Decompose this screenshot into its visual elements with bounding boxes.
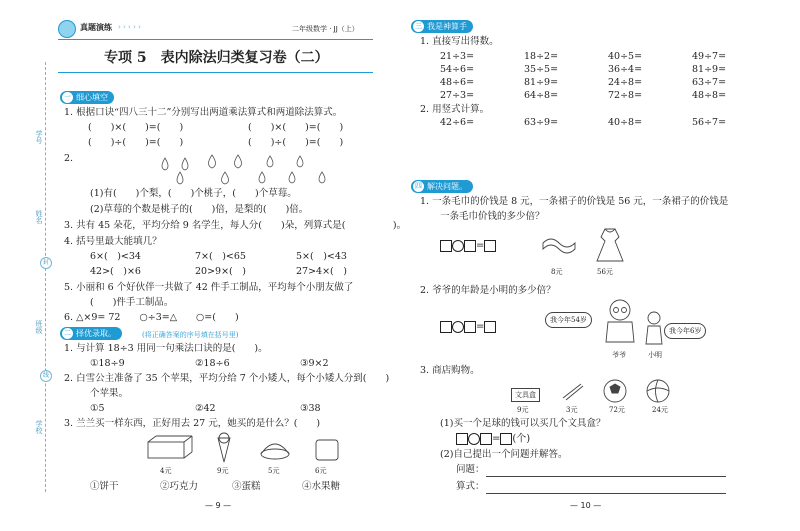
q1-mul-1: ( )×( )=( ) [88, 122, 184, 133]
grid-r1-c3: 40÷5= [608, 51, 643, 62]
p3-question-label: 问题： [456, 464, 485, 475]
seal-mark: 封 [40, 257, 52, 269]
grid-r2-c2: 35÷5= [524, 64, 559, 75]
grid-r3-c3: 24÷8= [608, 77, 643, 88]
d2-text: 2. 用竖式计算。 [420, 104, 490, 115]
q6-text: 6. △×9= 72 ○÷3=△ ○=( ) [64, 312, 239, 323]
vert-1: 42÷6= [440, 117, 475, 128]
q2-a: (1)有( )个梨，( )个桃子，( )个草莓。 [90, 188, 297, 199]
c1-opt-2: ②18÷6 [195, 358, 230, 369]
q4-r2-b: 20>9×( ) [195, 266, 246, 277]
arrows: › › › › › [118, 23, 141, 31]
vert-4: 56÷7= [692, 117, 727, 128]
grid-r4-c2: 64÷8= [524, 90, 559, 101]
vert-2: 63÷9= [524, 117, 559, 128]
page-title: 专项 5 表内除法归类复习卷（二） [104, 50, 329, 66]
title-rule [58, 72, 373, 73]
section-badge-1: 一 细心填空 [60, 91, 114, 104]
fruit-picture [150, 150, 340, 186]
section-badge-3: 三 我是神算手 [411, 20, 473, 33]
page-number-left: — 9 — [205, 501, 232, 510]
grid-r4-c1: 27÷3= [440, 90, 475, 101]
c2-line-2: 个苹果。 [90, 388, 129, 399]
people-picture [600, 298, 670, 350]
c3-text: 3. 兰兰买一样东西，正好用去 27 元，她买的是什么？( ) [64, 418, 321, 429]
p3-a-formula: = (个) [456, 433, 530, 446]
grid-r4-c3: 72÷8= [608, 90, 643, 101]
p2-formula: = [440, 321, 496, 334]
c3-price-3: 5元 [268, 467, 280, 475]
d1-text: 1. 直接写出得数。 [420, 36, 499, 47]
c1-opt-3: ③9×2 [300, 358, 329, 369]
grid-r2-c1: 54÷6= [440, 64, 475, 75]
q5-line-1: 5. 小丽和 6 个好伙伴一共做了 42 件手工制品，平均每个小朋友做了 [64, 282, 354, 293]
vert-3: 40÷8= [608, 117, 643, 128]
p1-line-2: 一条毛巾价钱的多少倍？ [440, 211, 545, 222]
p1-price-towel: 8元 [551, 268, 563, 276]
line-mark: 线 [40, 370, 52, 382]
c2-opt-3: ③38 [300, 403, 321, 414]
p3-price-pencil: 3元 [566, 406, 578, 414]
c1-opt-1: ①18÷9 [90, 358, 125, 369]
c2-opt-1: ①5 [90, 403, 105, 414]
p1-formula: = [440, 240, 496, 253]
side-label-school: 学校 [35, 420, 43, 434]
goods-picture [140, 430, 350, 466]
grid-r1-c4: 49÷7= [692, 51, 727, 62]
grid-r3-c4: 63÷7= [692, 77, 727, 88]
p2-text: 2. 爷爷的年龄是小明的多少倍？ [420, 285, 556, 296]
p3-b: (2)自己提出一个问题并解答。 [440, 449, 568, 460]
c3-price-4: 6元 [315, 467, 327, 475]
page-number-right: — 10 — [570, 501, 602, 510]
section-2-note: (将正确答案的序号填在括号里) [142, 331, 239, 339]
p3-price-box: 9元 [517, 406, 529, 414]
c3-opt-1: ①饼干 [90, 481, 119, 492]
q4-r1-b: 7×( )<65 [195, 251, 246, 262]
p1-line-1: 1. 一条毛巾的价钱是 8 元，一条裙子的价钱是 56 元，一条裙子的价钱是 [420, 196, 729, 207]
grid-r1-c2: 18÷2= [524, 51, 559, 62]
series-badge [58, 20, 76, 38]
c3-opt-3: ③蛋糕 [232, 481, 261, 492]
p3-text: 3. 商店购物。 [420, 365, 480, 376]
p2-bubble-xiaoming: 我今年6岁 [664, 323, 706, 339]
grid-r3-c2: 81÷9= [524, 77, 559, 88]
p3-price-football: 72元 [609, 406, 625, 414]
grid-r4-c4: 48÷8= [692, 90, 727, 101]
p3-a: (1)买一个足球的钱可以买几个文具盒？ [440, 418, 606, 429]
q4-r1-a: 6×( )<34 [90, 251, 141, 262]
q3-text: 3. 共有 45 朵花，平均分给 9 名学生，每人分( )朵，列算式是( )。 [64, 220, 407, 231]
q2-b: (2)草莓的个数是桃子的( )倍，是梨的( )倍。 [90, 204, 309, 215]
p2-name-grandpa: 爷爷 [612, 351, 626, 359]
side-label-class: 班级 [35, 320, 43, 334]
grid-r2-c4: 81÷9= [692, 64, 727, 75]
binding-line [45, 62, 46, 492]
c1-text: 1. 与计算 18÷3 用同一句乘法口诀的是( )。 [64, 343, 268, 354]
q1-mul-2: ( )×( )=( ) [248, 122, 344, 133]
q1-div-1: ( )÷( )=( ) [88, 137, 184, 148]
p3-price-basketball: 24元 [652, 406, 668, 414]
grid-r1-c1: 21÷3= [440, 51, 475, 62]
side-label-name: 姓名 [35, 210, 43, 224]
p2-name-xiaoming: 小明 [648, 351, 662, 359]
goods-pencil-balls [555, 378, 685, 404]
c3-opt-4: ④水果糖 [302, 481, 341, 492]
section-badge-2: 二 择优录取。 [60, 327, 122, 340]
c3-price-2: 9元 [217, 467, 229, 475]
p3-box-label: 文具盒 [511, 388, 540, 402]
q4-text: 4. 括号里最大能填几？ [64, 236, 162, 247]
section-badge-4: 四 解决问题。 [411, 180, 473, 193]
towel-dress-picture [535, 225, 645, 265]
series-label: 真题演练 [80, 23, 112, 32]
c2-opt-2: ②42 [195, 403, 216, 414]
q4-r2-c: 27>4×( ) [296, 266, 347, 277]
q1-text: 1. 根据口诀“四八三十二”分别写出两道乘法算式和两道除法算式。 [64, 107, 343, 118]
q1-div-2: ( )÷( )=( ) [248, 137, 344, 148]
header-rule [58, 39, 373, 40]
q2-num: 2. [64, 153, 74, 164]
grid-r2-c3: 36÷4= [608, 64, 643, 75]
q4-r2-a: 42>( )×6 [90, 266, 141, 277]
grade-label: 二年级数学 · JJ（上） [292, 25, 359, 33]
c3-price-1: 4元 [160, 467, 172, 475]
q5-line-2: ( )件手工制品。 [90, 297, 174, 308]
p1-price-dress: 56元 [597, 268, 613, 276]
grid-r3-c1: 48÷6= [440, 77, 475, 88]
q4-r1-c: 5×( )<43 [296, 251, 347, 262]
p2-bubble-grandpa: 我今年54岁 [545, 312, 592, 328]
p3-formula-label: 算式： [456, 481, 485, 492]
p3-question-line[interactable] [486, 476, 726, 477]
c2-line-1: 2. 白雪公主准备了 35 个苹果，平均分给 7 个小矮人，每个小矮人分到( ) [64, 373, 390, 384]
c3-opt-2: ②巧克力 [160, 481, 199, 492]
p3-formula-line[interactable] [486, 493, 726, 494]
side-label-id: 学号 [35, 130, 43, 144]
